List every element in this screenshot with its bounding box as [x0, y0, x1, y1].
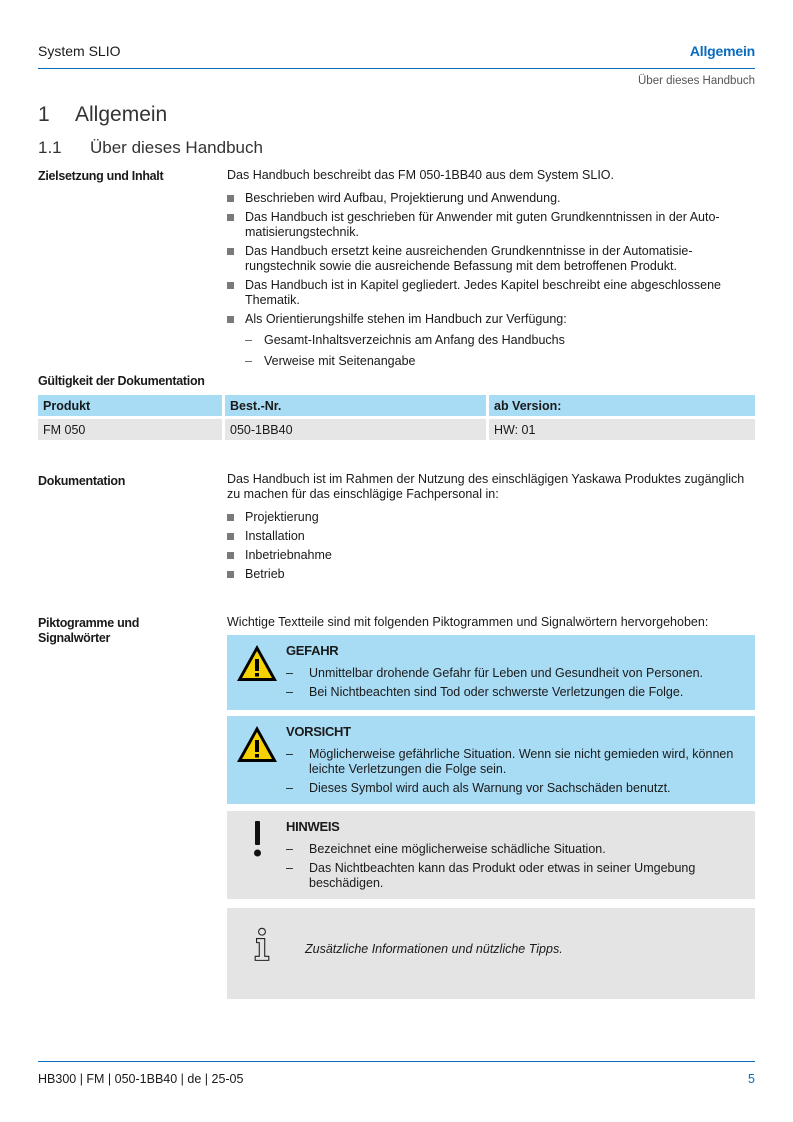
notice-gefahr	[227, 635, 755, 710]
table-cell: FM 050	[38, 416, 225, 440]
section-heading	[38, 138, 263, 158]
list-item: Inbetriebnahme	[227, 548, 755, 563]
dokumentation-label: Dokumentation	[38, 474, 126, 488]
footer-doc-id: HB300 | FM | 050-1BB40 | de | 25-05	[38, 1072, 244, 1086]
sublist-item: – Gesamt-Inhaltsverzeichnis am Anfang des Handbuchs	[245, 333, 565, 347]
dash-bullet: –	[286, 747, 293, 761]
square-bullet-icon	[227, 214, 234, 221]
notice-title: VORSICHT	[286, 724, 351, 739]
dash-bullet: –	[286, 842, 293, 856]
notice-item: – Dieses Symbol wird auch als Warnung vor Sachschäden benutzt.	[286, 781, 671, 795]
notice-item: – Bei Nichtbeachten sind Tod oder schwerste Verletzungen die Folge.	[286, 685, 684, 699]
square-bullet-icon	[227, 514, 234, 521]
table-header-cell: ab Version:	[489, 395, 755, 416]
footer-rule	[38, 1061, 755, 1062]
table-cell: 050-1BB40	[225, 416, 489, 440]
list-item: Als Orientierungshilfe stehen im Handbuch zur Verfügung: – Gesamt-Inhaltsverzeichnis am Anfang des Handbuchs – Verweise mit Seitenangabe	[227, 312, 755, 369]
list-item: Projektierung	[227, 510, 755, 525]
notice-item: – Unmittelbar drohende Gefahr für Leben und Gesundheit von Personen.	[286, 666, 704, 680]
table-row	[38, 416, 755, 440]
sublist-item: – Verweise mit Seitenangabe	[245, 354, 416, 368]
list-item: Das Handbuch ist geschrieben für Anwender mit guten Grundkenntnissen in der Auto-matisierungstechnik.	[227, 210, 755, 240]
notice-info	[227, 908, 755, 999]
chapter-title: Allgemein	[75, 103, 168, 126]
info-text: Zusätzliche Informationen und nützliche Tipps.	[305, 942, 563, 956]
dash-bullet: –	[286, 666, 293, 680]
dash-bullet: –	[286, 685, 293, 699]
piktogramme-label: Piktogramme und Signalwörter	[38, 616, 140, 645]
list-item: Das Handbuch ersetzt keine ausreichenden Grundkenntnisse in der Automatisie-rungstechnik sowie die ausreichende Befassung mit dem betroffenen Produkt.	[227, 244, 755, 274]
dokumentation-list	[227, 510, 755, 582]
header-chapter: Allgemein	[689, 43, 755, 59]
dash-bullet: –	[245, 354, 252, 368]
square-bullet-icon	[227, 282, 234, 289]
page-number: 5	[748, 1072, 755, 1086]
list-item: Betrieb	[227, 567, 755, 582]
square-bullet-icon	[227, 552, 234, 559]
dash-bullet: –	[286, 781, 293, 795]
section-number: 1.1	[38, 138, 62, 157]
square-bullet-icon	[227, 316, 234, 323]
square-bullet-icon	[227, 533, 234, 540]
chapter-heading	[38, 103, 167, 127]
header-product: System SLIO	[38, 43, 121, 59]
zielsetzung-sublist	[245, 333, 755, 369]
dash-bullet: –	[245, 333, 252, 347]
validity-table	[38, 395, 755, 440]
zielsetzung-label: Zielsetzung und Inhalt	[38, 169, 164, 183]
table-cell: HW: 01	[489, 416, 755, 440]
zielsetzung-list	[227, 191, 755, 369]
notice-item: – Das Nichtbeachten kann das Produkt oder etwas in seiner Umgebung beschädigen.	[286, 861, 696, 890]
warning-triangle-icon	[235, 724, 279, 764]
table-header-row	[38, 395, 755, 416]
warning-triangle-icon	[235, 643, 279, 683]
list-item: Installation	[227, 529, 755, 544]
dokumentation-intro: Das Handbuch ist im Rahmen der Nutzung des einschlägigen Yaskawa Produktes zugänglich zu machen für das einschlägige Fachpersonal in:	[227, 472, 745, 501]
table-header-cell: Produkt	[38, 395, 225, 416]
header-rule	[38, 68, 755, 69]
exclamation-icon	[235, 819, 279, 859]
notice-title: GEFAHR	[286, 643, 339, 658]
square-bullet-icon	[227, 195, 234, 202]
square-bullet-icon	[227, 571, 234, 578]
info-icon	[247, 922, 277, 966]
dokumentation-content	[227, 472, 755, 586]
square-bullet-icon	[227, 248, 234, 255]
notice-item: – Möglicherweise gefährliche Situation. Wenn sie nicht gemieden wird, können leichte Verletzungen die Folge sein.	[286, 747, 734, 776]
list-item: Das Handbuch ist in Kapitel gegliedert. Jedes Kapitel beschreibt eine abgeschlossene Thematik.	[227, 278, 755, 308]
list-item: Beschrieben wird Aufbau, Projektierung und Anwendung.	[227, 191, 755, 206]
dash-bullet: –	[286, 861, 293, 875]
piktogramme-intro: Wichtige Textteile sind mit folgenden Piktogrammen und Signalwörtern hervorgehoben:	[227, 615, 709, 629]
notice-item: – Bezeichnet eine möglicherweise schädliche Situation.	[286, 842, 606, 856]
notice-vorsicht	[227, 716, 755, 804]
chapter-number: 1	[38, 103, 50, 126]
section-title: Über dieses Handbuch	[90, 138, 263, 157]
header-section: Über dieses Handbuch	[638, 75, 755, 87]
zielsetzung-intro: Das Handbuch beschreibt das FM 050-1BB40 aus dem System SLIO.	[227, 168, 614, 182]
zielsetzung-content	[227, 168, 755, 375]
notice-list	[286, 666, 741, 704]
notice-list	[286, 747, 741, 800]
notice-hinweis	[227, 811, 755, 899]
notice-title: HINWEIS	[286, 819, 340, 834]
gueltigkeit-label: Gültigkeit der Dokumentation	[38, 374, 205, 388]
table-header-cell: Best.-Nr.	[225, 395, 489, 416]
notice-list	[286, 842, 741, 895]
